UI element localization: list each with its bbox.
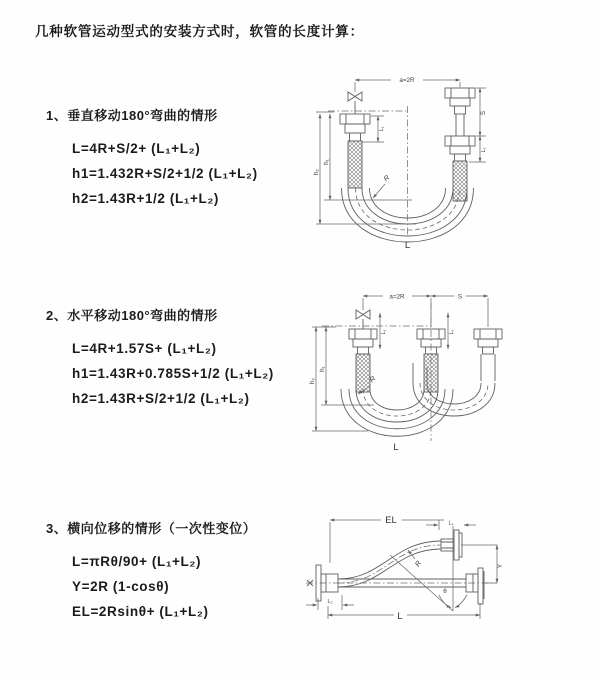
section-1 xyxy=(46,105,258,211)
label-R: R xyxy=(367,373,378,385)
radius-callout xyxy=(373,173,391,198)
dim-label-l: L xyxy=(397,611,403,622)
dim-label-a2r: a=2R xyxy=(389,293,405,301)
dimension-l1 xyxy=(380,313,387,349)
formula-Y: Y=2R (1-cosθ) xyxy=(72,579,170,594)
braided-hose-right xyxy=(453,161,467,201)
dim-label-h2: h₂ xyxy=(313,169,320,175)
dimension-l1 xyxy=(362,116,385,142)
section-2 xyxy=(46,305,274,411)
flange-fitting-left xyxy=(340,114,370,188)
hose-s-curve xyxy=(338,541,441,587)
label-theta: θ xyxy=(443,588,447,595)
flange-fitting-bottom-right xyxy=(466,568,484,604)
label-L: L xyxy=(404,240,411,251)
label-R: R xyxy=(381,172,392,184)
formula-L: L=4R+S/2+ (L₁+L₂) xyxy=(72,141,201,156)
dimension-s xyxy=(431,291,488,301)
dimension-y xyxy=(461,545,504,583)
page-title: 几种软管运动型式的安装方式时，软管的长度计算： xyxy=(35,24,364,39)
dim-label-h1: h₁ xyxy=(319,366,326,372)
section-1-heading: 1、垂直移动180°弯曲的情形 xyxy=(46,108,218,123)
dim-label-l1: L₁ xyxy=(381,329,387,335)
label-R: R xyxy=(412,558,424,569)
hose-u-arcs-original xyxy=(341,389,453,436)
formula-h2: h2=1.43R+S/2+1/2 (L₁+L₂) xyxy=(72,391,250,406)
dim-label-y: Y xyxy=(497,563,504,569)
dimension-l2 xyxy=(448,313,455,349)
braided-hose-left xyxy=(348,141,362,188)
dim-label-s: S xyxy=(457,293,463,301)
dimension-l xyxy=(328,603,480,622)
dim-label-l1: L₁ xyxy=(379,126,385,132)
flange-fitting-top-right xyxy=(441,530,462,560)
formula-EL: EL=2Rsinθ+ (L₁+L₂) xyxy=(72,604,209,619)
diagram-lateral-displacement xyxy=(298,503,508,645)
dim-label-h2: h₂ xyxy=(309,378,316,384)
formula-h1: h1=1.43R+0.785S+1/2 (L₁+L₂) xyxy=(72,366,274,381)
dim-label-s: S xyxy=(480,110,487,116)
dimension-l2 xyxy=(480,136,487,162)
dimension-h1 xyxy=(316,112,412,200)
dim-label-h1: h₁ xyxy=(323,159,330,165)
braided-hose-middle xyxy=(424,354,438,392)
dimension-h2 xyxy=(313,114,416,224)
dim-label-l2: L₂ xyxy=(327,599,333,605)
section-2-formulas xyxy=(72,336,274,411)
label-L: L xyxy=(393,442,399,453)
dimension-a2r xyxy=(363,291,431,301)
flange-fitting-middle xyxy=(417,329,445,392)
dimension-l2 xyxy=(306,595,354,610)
section-1-formulas xyxy=(72,136,258,211)
dimension-a2r xyxy=(355,75,460,92)
flange-fitting-right xyxy=(445,88,475,201)
braided-hose-left xyxy=(356,354,370,392)
section-2-heading: 2、水平移动180°弯曲的情形 xyxy=(46,308,218,323)
section-3 xyxy=(46,518,256,624)
formula-h2: h2=1.43R+1/2 (L₁+L₂) xyxy=(72,191,220,206)
diagram-horizontal-bend xyxy=(308,283,520,458)
formula-L: L=4R+1.57S+ (L₁+L₂) xyxy=(72,341,217,356)
flange-fitting-right-displaced xyxy=(474,329,502,381)
radius-callout xyxy=(408,550,423,568)
section-3-formulas xyxy=(72,549,256,624)
dim-label-l2: L₂ xyxy=(481,147,487,153)
section-3-heading: 3、横向位移的情形（一次性变位） xyxy=(46,521,257,536)
dim-label-a2r: a=2R xyxy=(399,77,415,84)
dim-label-l1: L₁ xyxy=(448,520,454,527)
diagram-vertical-bend xyxy=(312,72,507,254)
dim-label-l2: L₂ xyxy=(449,329,455,335)
formula-L: L=πRθ/90+ (L₁+L₂) xyxy=(72,554,202,569)
extension-lines xyxy=(363,298,488,327)
formula-h1: h1=1.432R+S/2+1/2 (L₁+L₂) xyxy=(72,166,258,181)
dim-label-el: EL xyxy=(385,515,397,526)
